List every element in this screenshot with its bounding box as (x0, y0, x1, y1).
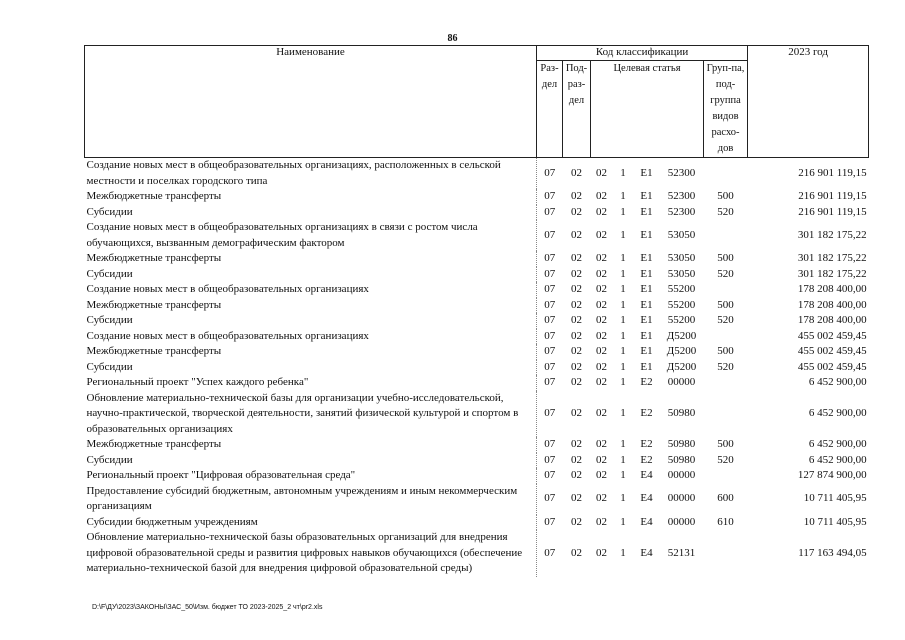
row-amount: 127 874 900,00 (797, 469, 867, 481)
row-razdel: 07 (544, 298, 556, 311)
row-name: Обновление материально-технической базы образовательных организаций для внедрения цифровой образовательной среды и развития цифровых навыков обучающихся (обеспечение материально-технической базой для внедрения цифровой образовательной среды) (85, 530, 537, 577)
header-podrazdel: Под-раз-дел (563, 61, 591, 158)
row-name: Межбюджетные трансферты (85, 298, 537, 314)
row-razdel: 07 (544, 438, 556, 450)
row-expense-group: 500 (717, 298, 734, 311)
row-target-article-part2: 1 (620, 469, 626, 481)
row-razdel: 07 (544, 205, 556, 218)
row-target-article-part3: E1 (640, 228, 653, 241)
row-razdel: 07 (544, 329, 556, 342)
row-razdel: 07 (544, 228, 556, 241)
row-target-article-part3: E1 (640, 329, 653, 342)
row-target-article-part1: 02 (596, 329, 607, 342)
row-razdel: 07 (544, 360, 556, 373)
row-target-article-part3: E2 (640, 453, 653, 466)
row-amount: 301 182 175,22 (797, 267, 867, 280)
row-target-article-part3: E2 (640, 407, 653, 419)
row-podrazdel: 02 (571, 345, 582, 357)
row-name: Межбюджетные трансферты (85, 437, 537, 453)
row-target-article-part1: 02 (596, 190, 607, 202)
row-podrazdel: 02 (571, 407, 582, 419)
table-row (85, 530, 869, 577)
row-target-article-part2: 1 (620, 376, 626, 388)
row-expense-group: 500 (717, 345, 734, 357)
row-target-article-part1: 02 (596, 167, 607, 180)
row-podrazdel: 02 (571, 190, 582, 202)
row-expense-group (704, 158, 748, 190)
row-name: Межбюджетные трансферты (85, 251, 537, 267)
row-target-article-part1: 02 (596, 492, 607, 505)
row-amount: 178 208 400,00 (797, 283, 867, 295)
row-name: Предоставление субсидий бюджетным, автономным учреждениям и иным некоммерческим организациям (85, 484, 537, 515)
header-year: 2023 год (748, 46, 869, 158)
row-target-article-part4: 50980 (667, 438, 696, 450)
row-target-article-part4: 52131 (667, 546, 696, 559)
row-target-article-part4: 52300 (667, 167, 696, 180)
row-amount: 455 002 459,45 (797, 360, 867, 373)
row-target-article-part2: 1 (620, 228, 626, 241)
row-razdel: 07 (544, 515, 556, 528)
row-target-article-part4: 52300 (667, 205, 696, 218)
row-amount: 455 002 459,45 (797, 329, 867, 342)
row-target-article-part3: E1 (640, 345, 653, 357)
row-amount: 216 901 119,15 (798, 190, 867, 202)
row-target-article-part2: 1 (620, 453, 626, 466)
row-target-article-part4: 53050 (667, 267, 696, 280)
row-razdel: 07 (544, 376, 556, 388)
row-podrazdel: 02 (571, 492, 582, 505)
row-expense-group (704, 530, 748, 577)
row-target-article-part4: 53050 (667, 228, 696, 241)
row-razdel: 07 (544, 283, 556, 295)
row-expense-group (704, 375, 748, 391)
row-target-article-part3: E2 (640, 376, 653, 388)
row-target-article-part4: Д5200 (666, 329, 697, 342)
table-row (85, 360, 869, 376)
row-target-article-part2: 1 (620, 205, 626, 218)
row-target-article-part1: 02 (596, 314, 607, 326)
row-amount: 6 452 900,00 (808, 453, 867, 466)
row-target-article-part1: 02 (596, 228, 607, 241)
row-target-article-part3: E1 (640, 360, 653, 373)
row-target-article-part1: 02 (596, 407, 607, 419)
row-target-article-part1: 02 (596, 546, 607, 559)
row-target-article-part3: E1 (640, 252, 653, 264)
row-target-article-part2: 1 (620, 314, 626, 326)
row-target-article-part4: 50980 (667, 453, 696, 466)
row-target-article-part4: 55200 (667, 314, 696, 326)
row-amount: 178 208 400,00 (797, 298, 867, 311)
row-expense-group: 520 (717, 267, 734, 280)
row-amount: 301 182 175,22 (797, 228, 867, 241)
row-name: Создание новых мест в общеобразовательных организациях (85, 282, 537, 298)
row-expense-group: 500 (717, 438, 734, 450)
row-target-article-part2: 1 (620, 252, 626, 264)
row-amount: 216 901 119,15 (798, 205, 867, 218)
row-name: Субсидии (85, 313, 537, 329)
row-amount: 216 901 119,15 (798, 167, 867, 180)
row-target-article-part3: E1 (640, 190, 653, 202)
row-amount: 10 711 405,95 (803, 515, 867, 528)
row-podrazdel: 02 (571, 453, 582, 466)
row-target-article-part3: E2 (640, 438, 653, 450)
table-row (85, 344, 869, 360)
row-name: Межбюджетные трансферты (85, 344, 537, 360)
row-target-article-part3: E1 (640, 267, 653, 280)
row-podrazdel: 02 (571, 167, 582, 180)
row-expense-group: 610 (717, 515, 734, 528)
row-target-article-part1: 02 (596, 453, 607, 466)
row-target-article-part3: E4 (640, 492, 653, 505)
row-expense-group (704, 391, 748, 438)
row-target-article-part4: 52300 (667, 190, 696, 202)
row-amount: 178 208 400,00 (797, 314, 867, 326)
row-name: Региональный проект "Цифровая образовательная среда" (85, 468, 537, 484)
table-row (85, 158, 869, 190)
row-expense-group (704, 282, 748, 298)
row-podrazdel: 02 (571, 360, 582, 373)
row-target-article-part2: 1 (620, 515, 626, 528)
row-razdel: 07 (544, 190, 556, 202)
row-target-article-part4: Д5200 (666, 360, 697, 373)
row-target-article-part3: E4 (640, 546, 653, 559)
row-target-article-part3: E4 (640, 469, 653, 481)
row-target-article-part1: 02 (596, 376, 607, 388)
table-row (85, 298, 869, 314)
row-expense-group: 520 (717, 453, 734, 466)
row-expense-group (704, 220, 748, 251)
table-row (85, 205, 869, 221)
header-razdel: Раз-дел (537, 61, 563, 158)
row-podrazdel: 02 (571, 228, 582, 241)
row-target-article-part1: 02 (596, 298, 607, 311)
row-target-article-part3: E1 (640, 205, 653, 218)
header-expense-group: Груп-па, под-группа видов расхо-дов (704, 61, 748, 158)
table-row (85, 375, 869, 391)
header-name: Наименование (85, 46, 537, 158)
row-amount: 10 711 405,95 (803, 492, 867, 505)
row-name: Создание новых мест в общеобразовательных организациях, расположенных в сельской местности и поселках городского типа (85, 158, 537, 190)
row-razdel: 07 (544, 314, 556, 326)
row-expense-group (704, 468, 748, 484)
row-razdel: 07 (544, 453, 556, 466)
table-row (85, 484, 869, 515)
row-expense-group: 520 (717, 314, 734, 326)
row-razdel: 07 (544, 546, 556, 559)
row-target-article-part2: 1 (620, 329, 626, 342)
row-name: Создание новых мест в общеобразовательных организациях в связи с ростом числа обучающихся, вызванным демографическим фактором (85, 220, 537, 251)
row-razdel: 07 (544, 492, 556, 505)
row-amount: 6 452 900,00 (808, 407, 867, 419)
row-target-article-part4: Д5200 (666, 345, 697, 357)
row-podrazdel: 02 (571, 205, 582, 218)
row-target-article-part1: 02 (596, 252, 607, 264)
row-podrazdel: 02 (571, 469, 582, 481)
table-row (85, 453, 869, 469)
row-expense-group (704, 329, 748, 345)
row-podrazdel: 02 (571, 252, 582, 264)
row-name: Обновление материально-технической базы для организации учебно-исследовательской, научно-практической, творческой деятельности, занятий физической культурой и спортом в образовательных организациях (85, 391, 537, 438)
row-name: Субсидии (85, 360, 537, 376)
row-target-article-part2: 1 (620, 360, 626, 373)
table-row (85, 189, 869, 205)
row-podrazdel: 02 (571, 546, 582, 559)
table-row (85, 329, 869, 345)
row-podrazdel: 02 (571, 298, 582, 311)
table-row (85, 437, 869, 453)
row-target-article-part4: 00000 (667, 492, 696, 505)
row-expense-group: 500 (717, 252, 734, 264)
row-target-article-part1: 02 (596, 345, 607, 357)
row-target-article-part1: 02 (596, 283, 607, 295)
row-target-article-part1: 02 (596, 469, 607, 481)
table-row (85, 313, 869, 329)
row-amount: 301 182 175,22 (797, 252, 867, 264)
row-podrazdel: 02 (571, 329, 582, 342)
header-classification-code: Код классификации (537, 46, 748, 61)
row-name: Субсидии (85, 453, 537, 469)
row-expense-group: 520 (717, 360, 734, 373)
row-target-article-part1: 02 (596, 360, 607, 373)
row-podrazdel: 02 (571, 438, 582, 450)
row-target-article-part1: 02 (596, 515, 607, 528)
row-target-article-part2: 1 (620, 283, 626, 295)
row-podrazdel: 02 (571, 267, 582, 280)
row-target-article-part1: 02 (596, 267, 607, 280)
row-name: Региональный проект "Успех каждого ребенка" (85, 375, 537, 391)
row-expense-group: 500 (717, 190, 734, 202)
row-target-article-part4: 00000 (667, 515, 696, 528)
table-row (85, 220, 869, 251)
row-name: Субсидии (85, 267, 537, 283)
row-amount: 6 452 900,00 (808, 438, 867, 450)
row-amount: 117 163 494,05 (798, 546, 867, 559)
row-razdel: 07 (544, 469, 556, 481)
row-razdel: 07 (544, 407, 556, 419)
row-target-article-part2: 1 (620, 407, 626, 419)
page-number: 86 (447, 33, 458, 44)
row-target-article-part2: 1 (620, 190, 626, 202)
row-target-article-part2: 1 (620, 345, 626, 357)
table-row (85, 282, 869, 298)
row-target-article-part2: 1 (620, 267, 626, 280)
row-target-article-part2: 1 (620, 298, 626, 311)
row-target-article-part4: 00000 (667, 469, 696, 481)
row-podrazdel: 02 (571, 283, 582, 295)
row-name: Субсидии (85, 205, 537, 221)
row-podrazdel: 02 (571, 376, 582, 388)
row-expense-group: 520 (717, 205, 734, 218)
row-razdel: 07 (544, 345, 556, 357)
row-amount: 6 452 900,00 (808, 376, 867, 388)
row-target-article-part1: 02 (596, 438, 607, 450)
table-row (85, 468, 869, 484)
row-target-article-part2: 1 (620, 438, 626, 450)
row-name: Субсидии бюджетным учреждениям (85, 515, 537, 531)
footer-file-path: D:\F\ДУ\2023\ЗАКОНЫ\ЗАС_50\Изм. бюджет ТО 2023-2025_2 чт\pr2.xls (92, 604, 323, 611)
row-target-article-part4: 55200 (667, 283, 696, 295)
row-target-article-part4: 50980 (667, 407, 696, 419)
row-podrazdel: 02 (571, 314, 582, 326)
table-row (85, 391, 869, 438)
row-name: Создание новых мест в общеобразовательных организациях (85, 329, 537, 345)
row-target-article-part3: E4 (640, 515, 653, 528)
row-target-article-part3: E1 (640, 167, 653, 180)
row-razdel: 07 (544, 267, 556, 280)
row-target-article-part2: 1 (620, 492, 626, 505)
row-target-article-part4: 55200 (667, 298, 696, 311)
row-razdel: 07 (544, 167, 556, 180)
row-podrazdel: 02 (571, 515, 582, 528)
budget-table-body (85, 158, 869, 577)
row-amount: 455 002 459,45 (797, 345, 867, 357)
row-expense-group: 600 (717, 492, 734, 505)
table-row (85, 267, 869, 283)
row-target-article-part2: 1 (620, 546, 626, 559)
row-target-article-part2: 1 (620, 167, 626, 180)
row-target-article-part3: E1 (640, 298, 653, 311)
row-target-article-part3: E1 (640, 283, 653, 295)
budget-table (84, 45, 869, 577)
row-razdel: 07 (544, 252, 556, 264)
row-target-article-part3: E1 (640, 314, 653, 326)
row-target-article-part4: 53050 (667, 252, 696, 264)
table-row (85, 251, 869, 267)
row-target-article-part1: 02 (596, 205, 607, 218)
row-name: Межбюджетные трансферты (85, 189, 537, 205)
table-row (85, 515, 869, 531)
row-target-article-part4: 00000 (667, 376, 696, 388)
header-target-article: Целевая статья (591, 61, 704, 158)
